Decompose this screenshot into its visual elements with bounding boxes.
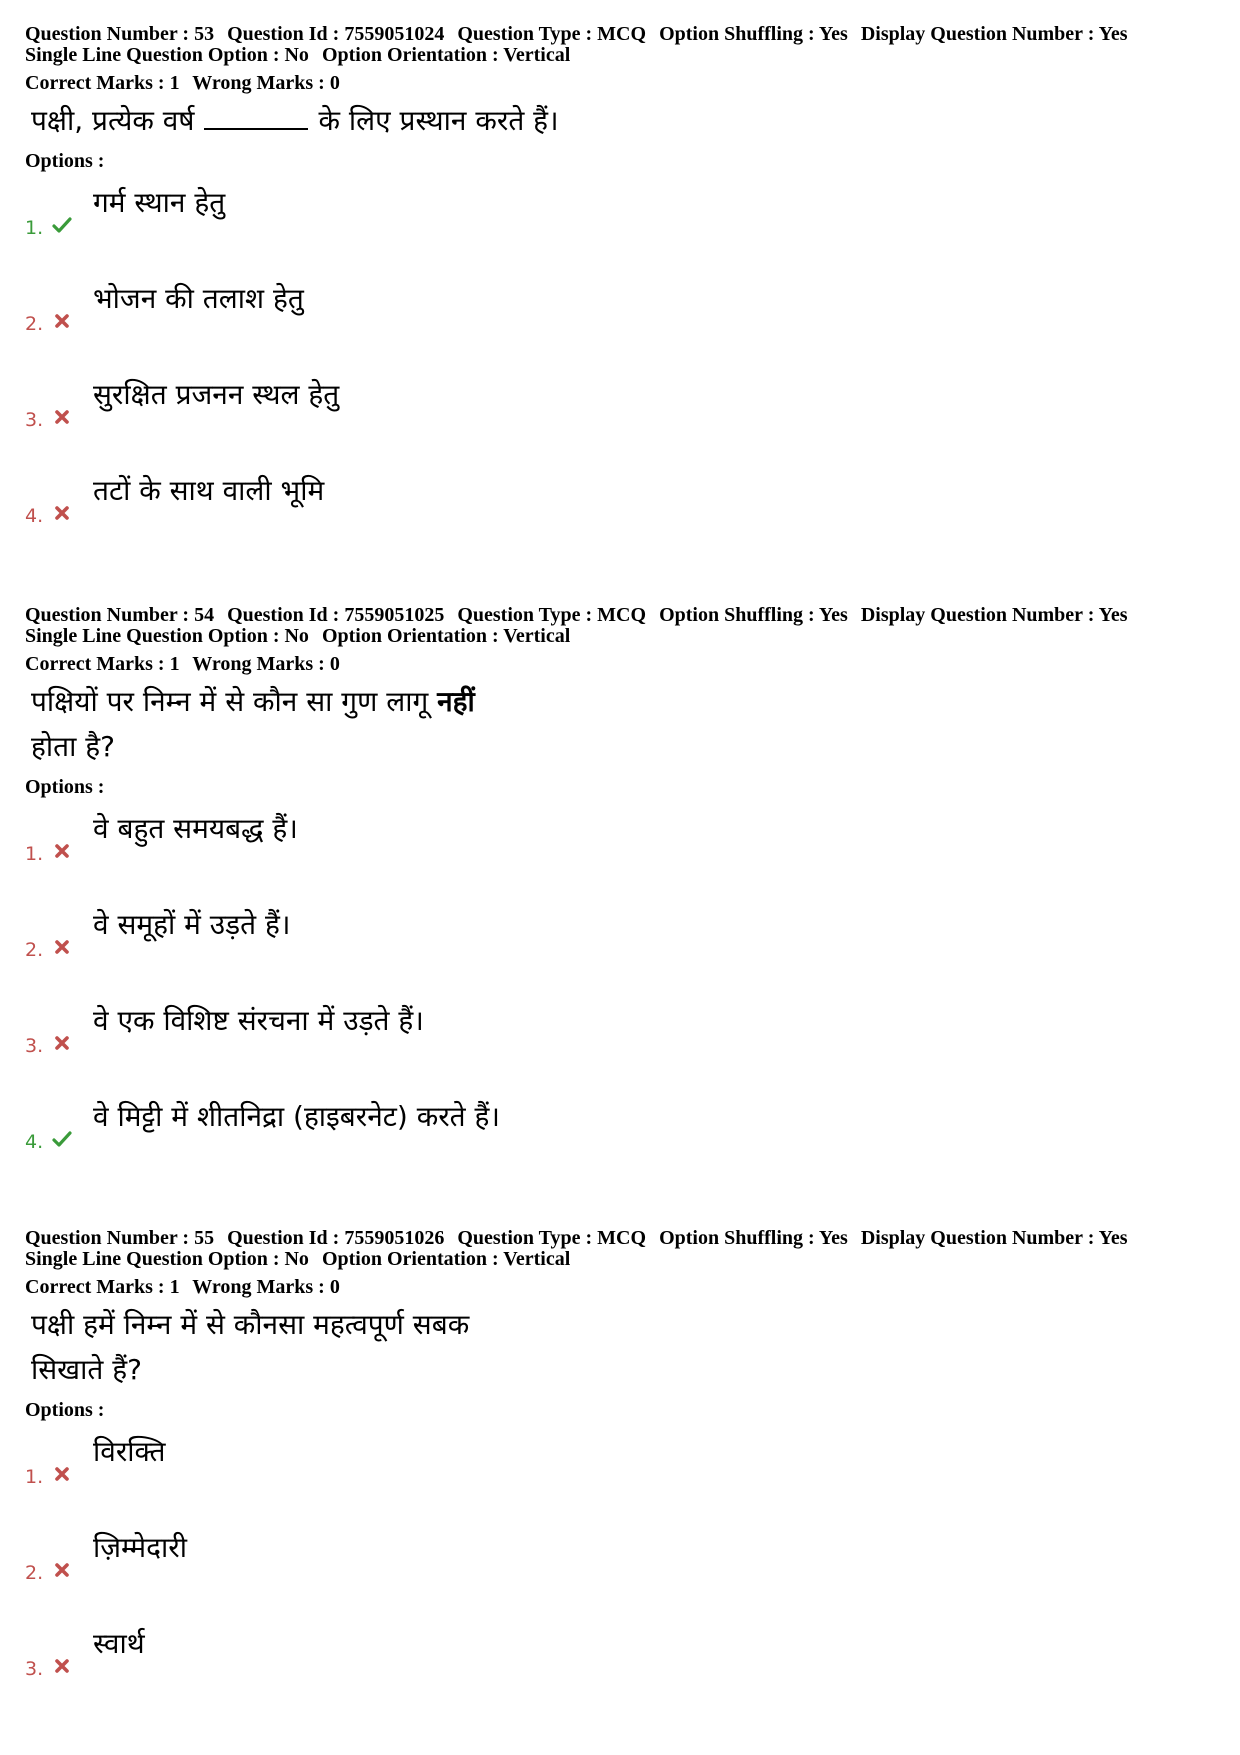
question-number: Question Number : 53 [25, 23, 215, 45]
fill-in-blank [204, 102, 308, 130]
option-number: 2. [25, 1562, 44, 1584]
display-question-number: Display Question Number : Yes [860, 23, 1128, 45]
question-block-55 [25, 1228, 1215, 1710]
cross-icon [52, 937, 72, 957]
option-number: 1. [25, 843, 44, 865]
question-text-after: के लिए प्रस्थान करते हैं। [318, 104, 559, 137]
marks-line [25, 1276, 1215, 1298]
wrong-marks: Wrong Marks : 0 [192, 1276, 340, 1298]
options-label: Options : [25, 776, 105, 798]
correct-marks: Correct Marks : 1 [25, 653, 180, 675]
option-text: वे मिट्टी में शीतनिद्रा (हाइबरनेट) करते हैं। [93, 1100, 501, 1133]
option-1 [25, 173, 1215, 269]
cross-icon [52, 1656, 72, 1676]
option-number: 4. [25, 1131, 44, 1153]
option-3 [25, 365, 1215, 461]
option-text: सुरक्षित प्रजनन स्थल हेतु [93, 378, 340, 411]
display-question-number: Display Question Number : Yes [860, 1227, 1128, 1249]
option-2 [25, 1518, 1215, 1614]
option-orientation: Option Orientation : Vertical [321, 625, 571, 647]
check-icon [52, 1129, 72, 1149]
option-number: 3. [25, 409, 44, 431]
option-text: वे एक विशिष्ट संरचना में उड़ते हैं। [93, 1004, 424, 1037]
question-id: Question Id : 7559051024 [227, 23, 445, 45]
option-text: स्वार्थ [93, 1627, 145, 1660]
question-text-line-1 [31, 679, 1215, 724]
option-shuffling: Option Shuffling : Yes [659, 23, 848, 45]
option-orientation: Option Orientation : Vertical [321, 1248, 571, 1270]
cross-icon [52, 1033, 72, 1053]
question-text-line-2: होता है? [31, 730, 115, 763]
question-block-54 [25, 605, 1215, 1183]
question-type: Question Type : MCQ [457, 23, 647, 45]
correct-marks: Correct Marks : 1 [25, 72, 180, 94]
question-id: Question Id : 7559051025 [227, 604, 445, 626]
options-label: Options : [25, 150, 105, 172]
cross-icon [52, 311, 72, 331]
option-text: ज़िम्मेदारी [93, 1531, 187, 1564]
question-text [31, 1302, 1215, 1392]
option-4 [25, 461, 1215, 557]
option-shuffling: Option Shuffling : Yes [659, 1227, 848, 1249]
question-text-emphasis: नहीं [437, 685, 475, 718]
question-meta-line-1 [25, 1228, 1215, 1249]
option-number: 1. [25, 1466, 44, 1488]
option-text: भोजन की तलाश हेतु [93, 282, 304, 315]
correct-marks: Correct Marks : 1 [25, 1276, 180, 1298]
marks-line [25, 72, 1215, 94]
option-3 [25, 991, 1215, 1087]
single-line-option: Single Line Question Option : No [25, 44, 309, 66]
option-2 [25, 895, 1215, 991]
option-4 [25, 1087, 1215, 1183]
question-number: Question Number : 54 [25, 604, 215, 626]
cross-icon [52, 1464, 72, 1484]
option-text: विरक्ति [93, 1435, 166, 1468]
cross-icon [52, 407, 72, 427]
options-list [25, 173, 1215, 557]
option-number: 3. [25, 1658, 44, 1680]
question-meta-line-1 [25, 605, 1215, 626]
question-id: Question Id : 7559051026 [227, 1227, 445, 1249]
question-type: Question Type : MCQ [457, 1227, 647, 1249]
option-text: वे समूहों में उड़ते हैं। [93, 908, 291, 941]
option-1 [25, 1422, 1215, 1518]
option-number: 3. [25, 1035, 44, 1057]
option-number: 1. [25, 217, 44, 239]
check-icon [52, 215, 72, 235]
question-text-line-1-pre: पक्षियों पर निम्न में से कौन सा गुण लागू [31, 685, 429, 718]
question-number: Question Number : 55 [25, 1227, 215, 1249]
options-list [25, 1422, 1215, 1710]
option-shuffling: Option Shuffling : Yes [659, 604, 848, 626]
question-meta-line-1 [25, 24, 1215, 45]
options-list [25, 799, 1215, 1183]
option-text: वे बहुत समयबद्ध हैं। [93, 812, 298, 845]
options-label: Options : [25, 1399, 105, 1421]
single-line-option: Single Line Question Option : No [25, 625, 309, 647]
cross-icon [52, 841, 72, 861]
option-number: 2. [25, 939, 44, 961]
single-line-option: Single Line Question Option : No [25, 1248, 309, 1270]
question-text [31, 98, 1215, 143]
option-orientation: Option Orientation : Vertical [321, 44, 571, 66]
question-text [31, 679, 1215, 769]
question-block-53 [25, 24, 1215, 557]
option-text: तटों के साथ वाली भूमि [93, 474, 325, 507]
option-3 [25, 1614, 1215, 1710]
question-text-before: पक्षी, प्रत्येक वर्ष [31, 104, 195, 137]
cross-icon [52, 503, 72, 523]
question-type: Question Type : MCQ [457, 604, 647, 626]
wrong-marks: Wrong Marks : 0 [192, 653, 340, 675]
wrong-marks: Wrong Marks : 0 [192, 72, 340, 94]
question-meta-line-2 [25, 626, 1215, 647]
question-meta-line-2 [25, 1249, 1215, 1270]
question-text-line-1: पक्षी हमें निम्न में से कौनसा महत्वपूर्ण सबक [31, 1308, 470, 1341]
option-2 [25, 269, 1215, 365]
cross-icon [52, 1560, 72, 1580]
question-meta-line-2 [25, 45, 1215, 66]
display-question-number: Display Question Number : Yes [860, 604, 1128, 626]
marks-line [25, 653, 1215, 675]
option-number: 4. [25, 505, 44, 527]
question-text-line-2: सिखाते हैं? [31, 1353, 142, 1386]
option-text: गर्म स्थान हेतु [93, 186, 226, 219]
option-1 [25, 799, 1215, 895]
option-number: 2. [25, 313, 44, 335]
